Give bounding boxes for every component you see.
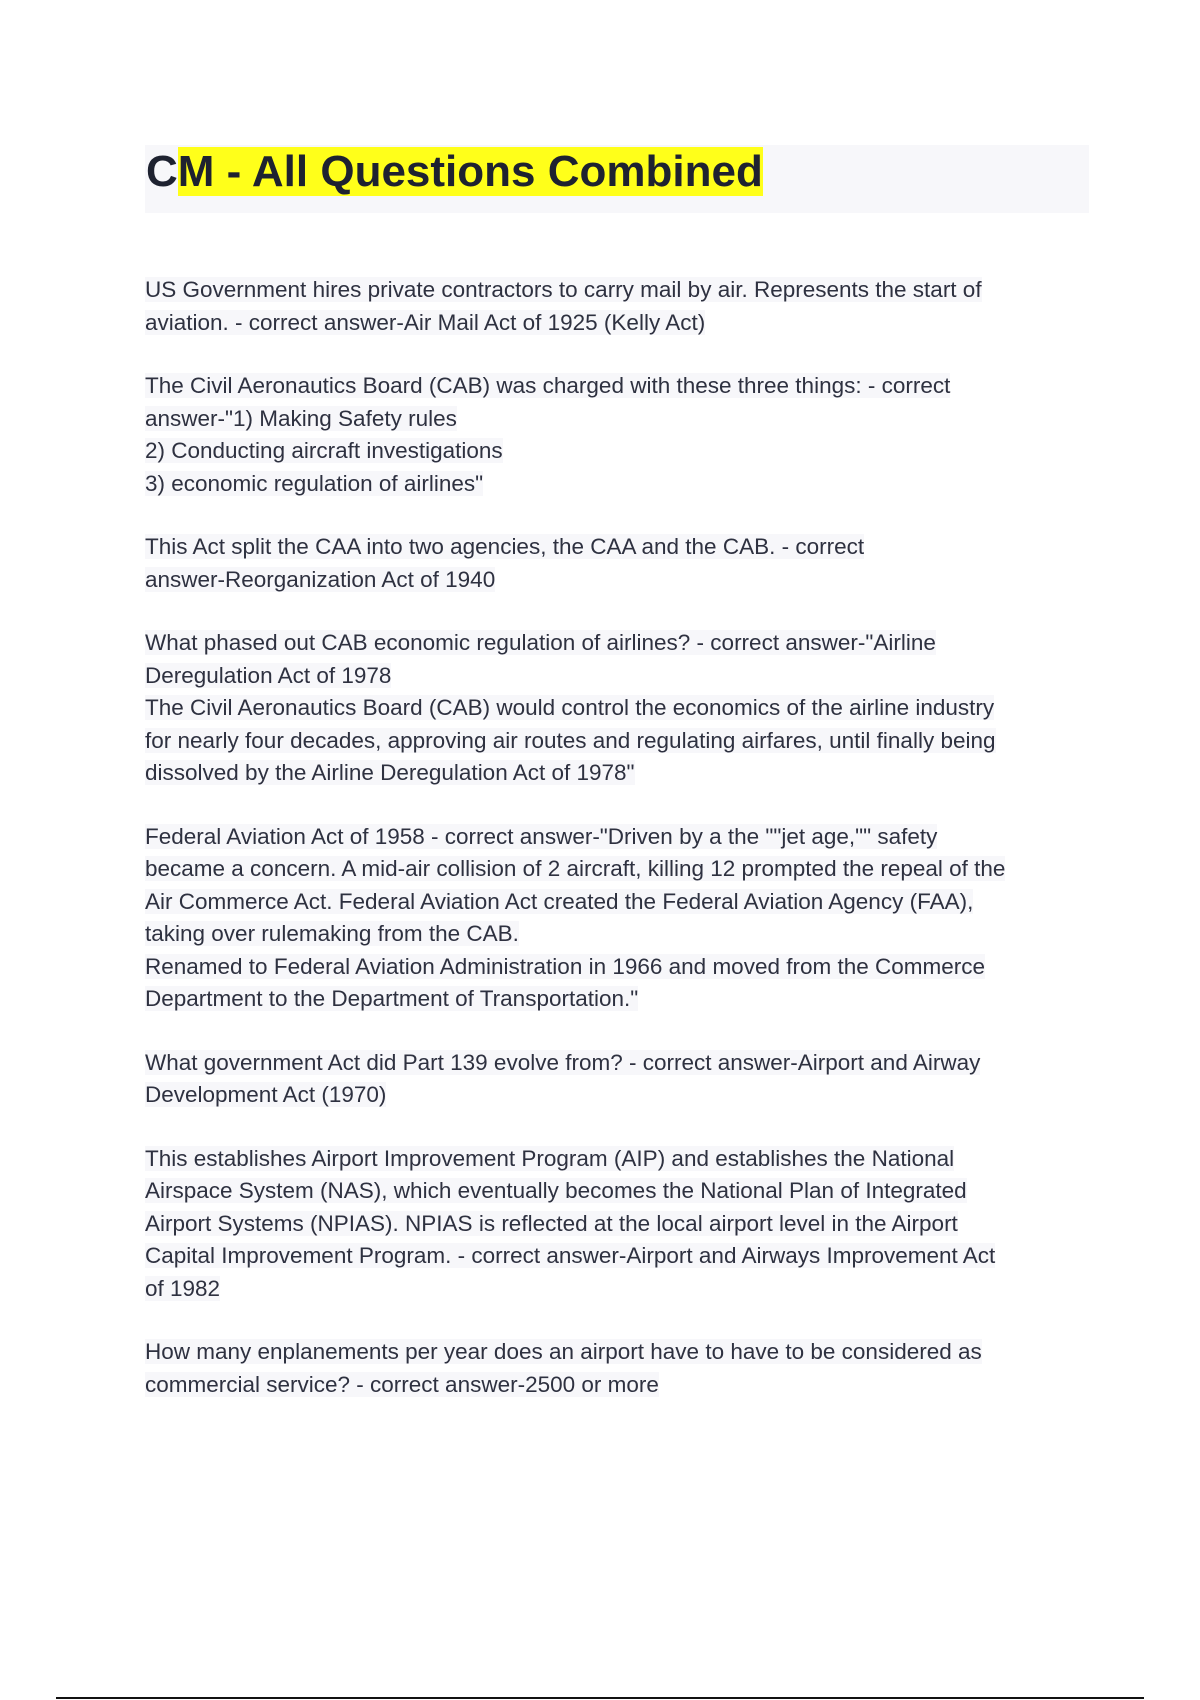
qa-line	[145, 757, 1089, 790]
qa-line	[145, 274, 1089, 307]
qa-line-text: Airport Systems (NPIAS). NPIAS is reflected at the local airport level in the Airport	[145, 1210, 958, 1236]
qa-entry	[145, 821, 1089, 1016]
qa-line	[145, 403, 1089, 436]
qa-line	[145, 1079, 1089, 1112]
qa-line	[145, 886, 1089, 919]
page-title	[146, 145, 763, 199]
qa-line-text: 3) economic regulation of airlines"	[145, 470, 484, 496]
qa-line-text: This establishes Airport Improvement Program (AIP) and establishes the National	[145, 1145, 955, 1171]
qa-line	[145, 1175, 1089, 1208]
qa-line	[145, 1369, 1089, 1402]
qa-line-text: of 1982	[145, 1275, 221, 1301]
qa-line-text: The Civil Aeronautics Board (CAB) was charged with these three things: - correct	[145, 373, 951, 398]
qa-line-text: taking over rulemaking from the CAB.	[145, 921, 519, 946]
title-first-letter: C	[146, 147, 178, 196]
qa-line-text: aviation. - correct answer-Air Mail Act of 1925 (Kelly Act)	[145, 309, 706, 335]
qa-line	[145, 468, 1089, 501]
qa-line-text: How many enplanements per year does an airport have to have to be considered as	[145, 1339, 982, 1364]
qa-entry	[145, 627, 1089, 790]
qa-line-text: Air Commerce Act. Federal Aviation Act created the Federal Aviation Agency (FAA),	[145, 888, 974, 914]
qa-line	[145, 531, 1089, 564]
qa-line-text: Capital Improvement Program. - correct answer-Airport and Airways Improvement Act	[145, 1243, 996, 1268]
qa-line-text: Airspace System (NAS), which eventually becomes the National Plan of Integrated	[145, 1178, 967, 1203]
qa-line	[145, 435, 1089, 468]
qa-line	[145, 821, 1089, 854]
qa-entry	[145, 370, 1089, 500]
qa-line-text: Renamed to Federal Aviation Administration in 1966 and moved from the Commerce	[145, 953, 986, 979]
title-highlighted-text: M - All Questions Combined	[177, 147, 763, 196]
qa-line	[145, 1047, 1089, 1080]
qa-entry	[145, 1047, 1089, 1112]
qa-line-text: Development Act (1970)	[145, 1082, 387, 1107]
qa-line	[145, 564, 1089, 597]
qa-line	[145, 1240, 1089, 1273]
qa-line	[145, 660, 1089, 693]
qa-list	[145, 274, 1089, 1432]
qa-line-text: The Civil Aeronautics Board (CAB) would control the economics of the airline industry	[145, 695, 995, 720]
qa-line	[145, 918, 1089, 951]
qa-line-text: commercial service? - correct answer-2500 or more	[145, 1371, 659, 1397]
qa-entry	[145, 531, 1089, 596]
qa-line	[145, 725, 1089, 758]
qa-line-text: dissolved by the Airline Deregulation Act of 1978"	[145, 760, 635, 785]
qa-line-text: Federal Aviation Act of 1958 - correct answer-"Driven by a the ""jet age,"" safety	[145, 823, 938, 849]
qa-entry	[145, 1336, 1089, 1401]
qa-line	[145, 307, 1089, 340]
page-bottom-rule	[56, 1697, 1144, 1699]
qa-line	[145, 1273, 1089, 1306]
qa-line-text: Deregulation Act of 1978	[145, 662, 392, 688]
qa-line-text: What government Act did Part 139 evolve from? - correct answer-Airport and Airway	[145, 1049, 981, 1075]
qa-entry	[145, 1143, 1089, 1306]
qa-line-text: US Government hires private contractors to carry mail by air. Represents the start of	[145, 277, 982, 302]
qa-line	[145, 692, 1089, 725]
qa-line-text: for nearly four decades, approving air routes and regulating airfares, until finally being	[145, 727, 996, 753]
qa-line	[145, 370, 1089, 403]
qa-line-text: Department to the Department of Transportation."	[145, 986, 639, 1011]
qa-line	[145, 1208, 1089, 1241]
qa-line	[145, 627, 1089, 660]
qa-line	[145, 853, 1089, 886]
qa-line-text: became a concern. A mid-air collision of 2 aircraft, killing 12 prompted the repeal of the	[145, 856, 1006, 881]
qa-line-text: This Act split the CAA into two agencies, the CAA and the CAB. - correct	[145, 534, 865, 559]
qa-line-text: answer-"1) Making Safety rules	[145, 405, 457, 431]
qa-line-text: What phased out CAB economic regulation of airlines? - correct answer-"Airline	[145, 630, 936, 655]
qa-line	[145, 1336, 1089, 1369]
qa-line	[145, 983, 1089, 1016]
qa-line	[145, 1143, 1089, 1176]
qa-line-text: answer-Reorganization Act of 1940	[145, 566, 496, 592]
qa-line-text: 2) Conducting aircraft investigations	[145, 438, 503, 463]
qa-entry	[145, 274, 1089, 339]
qa-line	[145, 951, 1089, 984]
